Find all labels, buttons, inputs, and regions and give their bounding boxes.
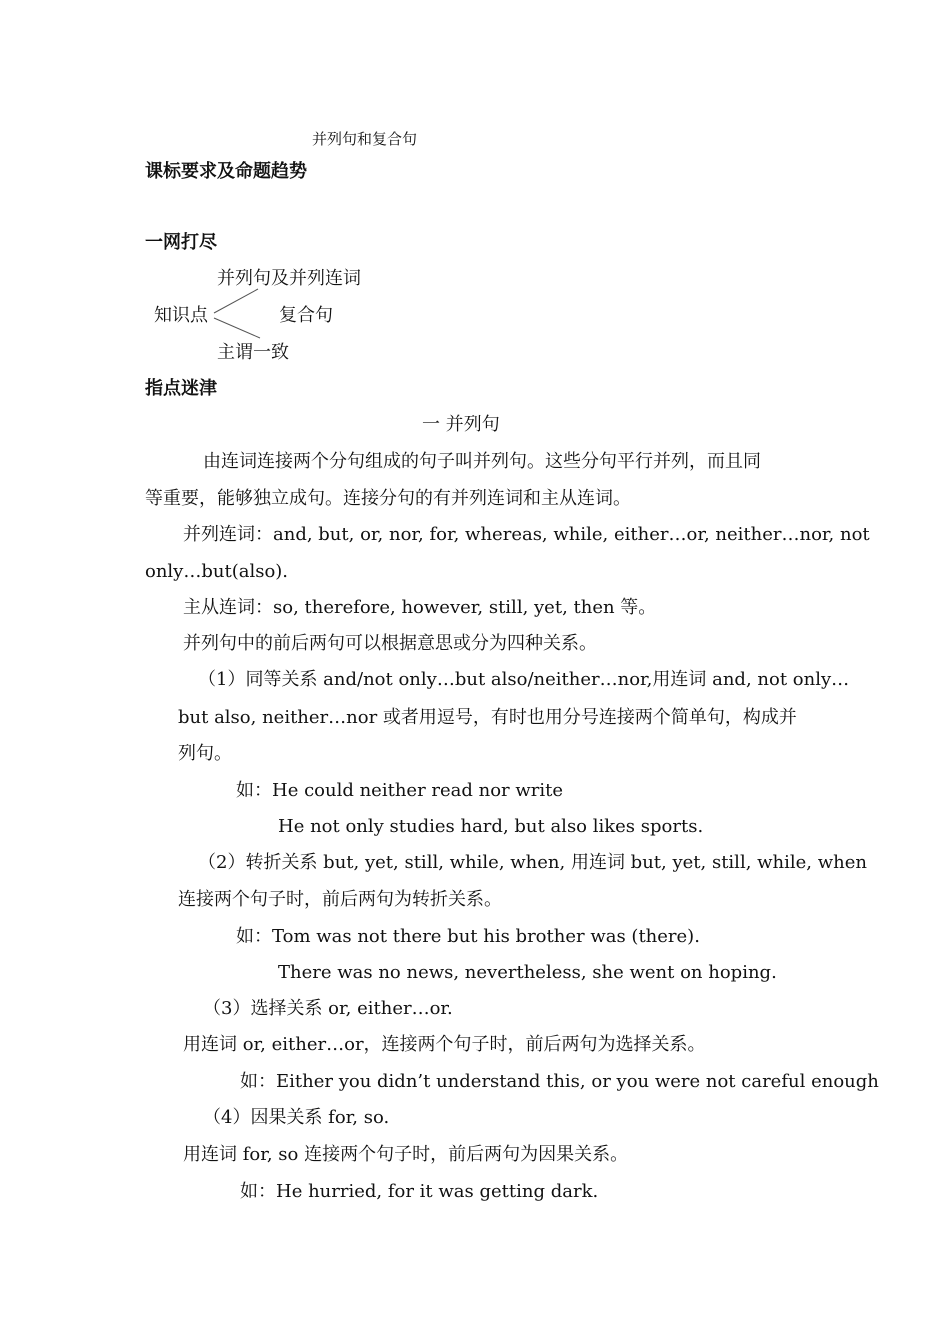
relation1-line3: 列句。 bbox=[178, 743, 232, 764]
relation1-line1: （1）同等关系 and/not only…but also/neither…nor,用连词 and, not only… bbox=[198, 669, 850, 690]
tree-item-parallel: 并列句及并列连词 bbox=[217, 268, 361, 289]
heading-guide: 指点迷津 bbox=[145, 378, 217, 399]
paragraph-relations: 并列句中的前后两句可以根据意思或分为四种关系。 bbox=[183, 633, 597, 654]
relation1-line2: but also, neither…nor 或者用逗号，有时也用分号连接两个简单句，构成并 bbox=[178, 707, 797, 728]
tree-item-agreement: 主谓一致 bbox=[217, 342, 289, 363]
paragraph-definition-line2: 等重要，能够独立成句。连接分句的有并列连词和主从连词。 bbox=[145, 488, 631, 509]
relation2-example2: There was no news, nevertheless, she went on hoping. bbox=[278, 962, 777, 983]
relation4-line1: （4）因果关系 for, so. bbox=[203, 1107, 390, 1128]
relation3-example1: 如：Either you didn’t understand this, or you were not careful enough bbox=[240, 1071, 879, 1092]
tree-item-complex: 复合句 bbox=[279, 305, 333, 326]
relation2-line1: （2）转折关系 but, yet, still, while, when, 用连词 but, yet, still, while, when bbox=[198, 852, 867, 873]
relation4-example1: 如：He hurried, for it was getting dark. bbox=[240, 1181, 599, 1202]
document-title: 并列句和复合句 bbox=[312, 130, 418, 148]
paragraph-coordinating-line2: only…but(also). bbox=[145, 561, 289, 582]
relation2-example1: 如：Tom was not there but his brother was (there). bbox=[236, 926, 700, 947]
paragraph-definition-line1: 由连词连接两个分句组成的句子叫并列句。这些分句平行并列，而且同 bbox=[203, 451, 761, 472]
heading-requirements: 课标要求及命题趋势 bbox=[145, 161, 307, 182]
relation2-line2: 连接两个句子时，前后两句为转折关系。 bbox=[178, 889, 502, 910]
paragraph-coordinating-line1: 并列连词：and, but, or, nor, for, whereas, while, either…or, neither…nor, not bbox=[183, 524, 870, 545]
relation4-line2: 用连词 for, so 连接两个句子时，前后两句为因果关系。 bbox=[183, 1144, 629, 1165]
paragraph-subordinating: 主从连词：so, therefore, however, still, yet, then 等。 bbox=[183, 597, 657, 618]
tree-root: 知识点 bbox=[154, 305, 208, 326]
relation3-line2: 用连词 or, either…or，连接两个句子时，前后两句为选择关系。 bbox=[183, 1034, 706, 1055]
section-title-parallel: 一 并列句 bbox=[422, 414, 500, 435]
relation1-example1: 如：He could neither read nor write bbox=[236, 780, 564, 801]
relation1-example2: He not only studies hard, but also likes sports. bbox=[278, 816, 704, 837]
heading-overview: 一网打尽 bbox=[145, 232, 217, 253]
relation3-line1: （3）选择关系 or, either…or. bbox=[203, 998, 453, 1019]
